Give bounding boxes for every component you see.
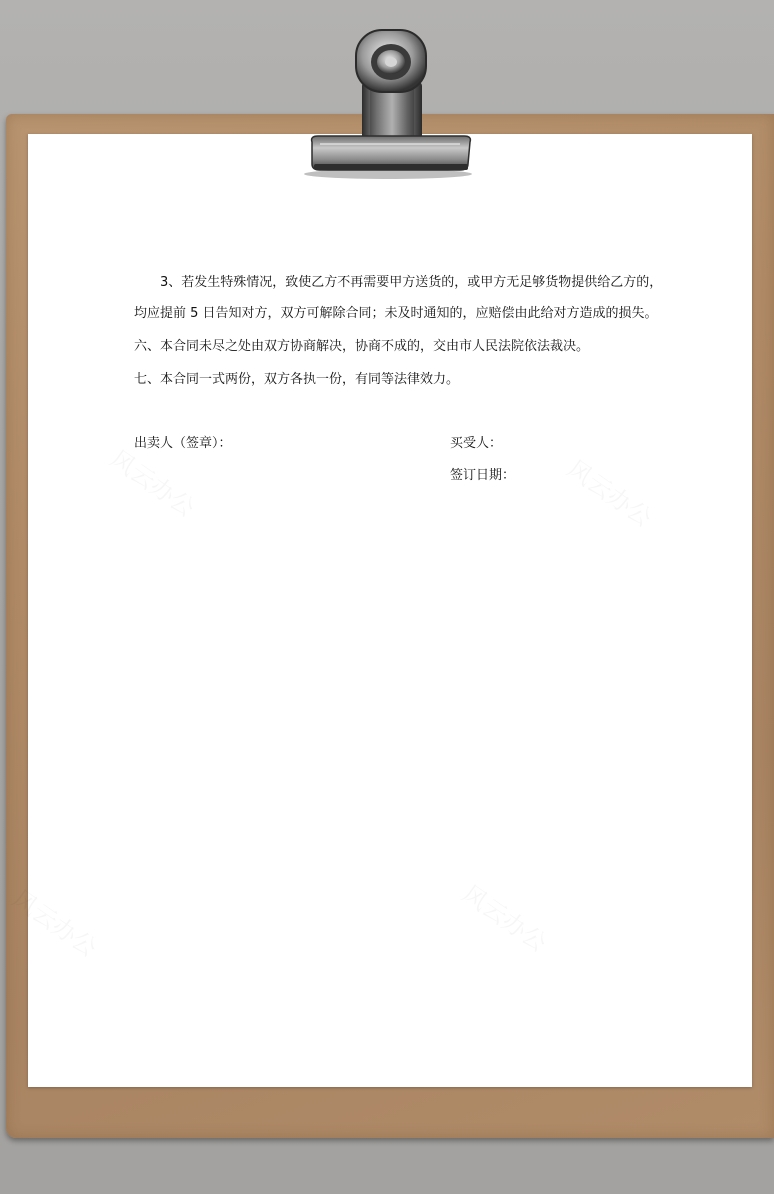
document-body — [28, 134, 752, 1087]
paragraph-special-circumstances: 3、若发生特殊情况，致使乙方不再需要甲方送货的，或甲方无足够货物提供给乙方的， — [160, 275, 663, 290]
buyer-signature-label: 买受人： — [450, 436, 503, 451]
binder-clip-icon — [300, 24, 480, 179]
signing-date-label: 签订日期： — [450, 468, 516, 483]
seller-signature-label: 出卖人（签章）： — [134, 436, 232, 451]
paragraph-dispute-resolution: 六、本合同未尽之处由双方协商解决，协商不成的，交由市人民法院依法裁决。 — [134, 339, 590, 354]
paragraph-copies: 七、本合同一式两份，双方各执一份，有同等法律效力。 — [134, 372, 460, 387]
paragraph-notice-period: 均应提前 5 日告知对方，双方可解除合同；未及时通知的，应赔偿由此给对方造成的损失。 — [134, 306, 658, 321]
document-page — [28, 134, 752, 1087]
